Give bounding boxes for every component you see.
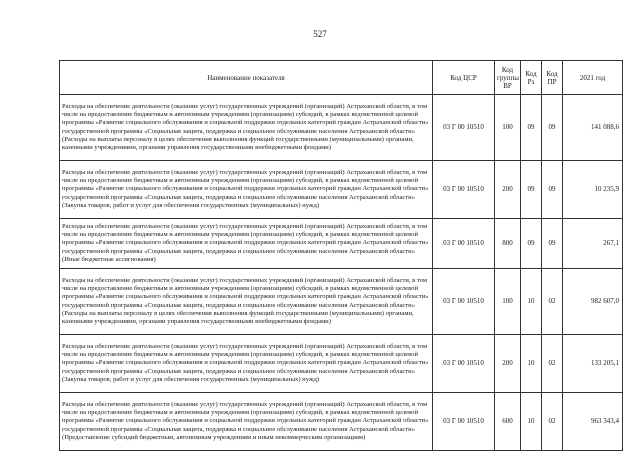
- header-rz: Код Рз: [521, 61, 542, 95]
- row-pr: 09: [542, 219, 563, 269]
- row-csr: 03 Г 00 10510: [433, 219, 495, 269]
- header-vr: Код группы ВР: [495, 61, 521, 95]
- row-csr: 03 Г 00 10510: [433, 335, 495, 393]
- row-description: Расходы на обеспечение деятельности (оказание услуг) государственных учреждений (организаций) Астраханской области, в том числе на предоставление бюджетным и автономным учреждениям (организациям) субсидий, в рамках ведомственной целевой программы «Развитие социального обслуживания и социальной поддержки отдельных категорий граждан Астраханской области» государственной программы «Социальная защита, поддержка и социальное обслуживание населения Астраханской области» (Предоставление субсидий бюджетным, автономным учреждениям и иным некоммерческим организациям): [60, 393, 433, 451]
- budget-table: [59, 60, 623, 451]
- row-pr: 09: [542, 161, 563, 219]
- row-amount: 10 235,9: [563, 161, 623, 219]
- header-csr: Код ЦСР: [433, 61, 495, 95]
- row-amount: 141 088,6: [563, 95, 623, 161]
- table-row: [60, 219, 623, 269]
- row-pr: 02: [542, 393, 563, 451]
- row-vr: 100: [495, 95, 521, 161]
- row-description: Расходы на обеспечение деятельности (оказание услуг) государственных учреждений (организаций) Астраханской области, в том числе на предоставление бюджетным и автономным учреждениям (организациям) субсидий, в рамках ведомственной целевой программы «Развитие социального обслуживания и социальной поддержки отдельных категорий граждан Астраханской области» государственной программы «Социальная защита, поддержка и социальное обслуживание населения Астраханской области» (Закупка товаров, работ и услуг для обеспечения государственных (муниципальных) нужд): [60, 335, 433, 393]
- row-csr: 03 Г 00 10510: [433, 95, 495, 161]
- row-vr: 600: [495, 393, 521, 451]
- table-row: [60, 269, 623, 335]
- row-vr: 200: [495, 335, 521, 393]
- row-amount: 982 607,0: [563, 269, 623, 335]
- row-amount: 133 205,1: [563, 335, 623, 393]
- table-row: [60, 161, 623, 219]
- row-vr: 800: [495, 219, 521, 269]
- row-description: Расходы на обеспечение деятельности (оказание услуг) государственных учреждений (организаций) Астраханской области, в том числе на предоставление бюджетным и автономным учреждениям (организациям) субсидий, в рамках ведомственной целевой программы «Развитие социального обслуживания и социальной поддержки отдельных категорий граждан Астраханской области» государственной программы «Социальная защита, поддержка и социальное обслуживание населения Астраханской области» (Закупка товаров, работ и услуг для обеспечения государственных (муниципальных) нужд): [60, 161, 433, 219]
- row-pr: 02: [542, 269, 563, 335]
- page-number: 527: [313, 29, 327, 39]
- row-rz: 10: [521, 393, 542, 451]
- row-amount: 963 343,4: [563, 393, 623, 451]
- table-row: [60, 95, 623, 161]
- row-description: Расходы на обеспечение деятельности (оказание услуг) государственных учреждений (организаций) Астраханской области, в том числе на предоставление бюджетным и автономным учреждениям (организациям) субсидий, в рамках ведомственной целевой программы «Развитие социального обслуживания и социальной поддержки отдельных категорий граждан Астраханской области» государственной программы «Социальная защита, поддержка и социальное обслуживание населения Астраханской области» (Расходы на выплаты персоналу в целях обеспечения выполнения функций государственными (муниципальными) органами, казенными учреждениями, органами управления государственными внебюджетными фондами): [60, 95, 433, 161]
- row-csr: 03 Г 00 10510: [433, 161, 495, 219]
- row-rz: 09: [521, 161, 542, 219]
- table-row: [60, 335, 623, 393]
- row-description: Расходы на обеспечение деятельности (оказание услуг) государственных учреждений (организаций) Астраханской области, в том числе на предоставление бюджетным и автономным учреждениям (организациям) субсидий, в рамках ведомственной целевой программы «Развитие социального обслуживания и социальной поддержки отдельных категорий граждан Астраханской области» государственной программы «Социальная защита, поддержка и социальное обслуживание населения Астраханской области» (Расходы на выплаты персоналу в целях обеспечения выполнения функций государственными (муниципальными) органами, казенными учреждениями, органами управления государственными внебюджетными фондами): [60, 269, 433, 335]
- row-description: Расходы на обеспечение деятельности (оказание услуг) государственных учреждений (организаций) Астраханской области, в том числе на предоставление бюджетным и автономным учреждениям (организациям) субсидий, в рамках ведомственной целевой программы «Развитие социального обслуживания и социальной поддержки отдельных категорий граждан Астраханской области» государственной программы «Социальная защита, поддержка и социальное обслуживание населения Астраханской области» (Иные бюджетные ассигнования): [60, 219, 433, 269]
- row-csr: 03 Г 00 10510: [433, 269, 495, 335]
- row-vr: 100: [495, 269, 521, 335]
- row-rz: 10: [521, 269, 542, 335]
- row-csr: 03 Г 00 10510: [433, 393, 495, 451]
- header-pr: Код ПР: [542, 61, 563, 95]
- header-year: 2021 год: [563, 61, 623, 95]
- table-row: [60, 393, 623, 451]
- table-header-row: [60, 61, 623, 95]
- row-rz: 09: [521, 219, 542, 269]
- row-rz: 09: [521, 95, 542, 161]
- row-vr: 200: [495, 161, 521, 219]
- header-name: Наименование показателя: [60, 61, 433, 95]
- budget-table-container: [59, 60, 622, 451]
- row-rz: 10: [521, 335, 542, 393]
- row-pr: 02: [542, 335, 563, 393]
- row-pr: 09: [542, 95, 563, 161]
- row-amount: 267,1: [563, 219, 623, 269]
